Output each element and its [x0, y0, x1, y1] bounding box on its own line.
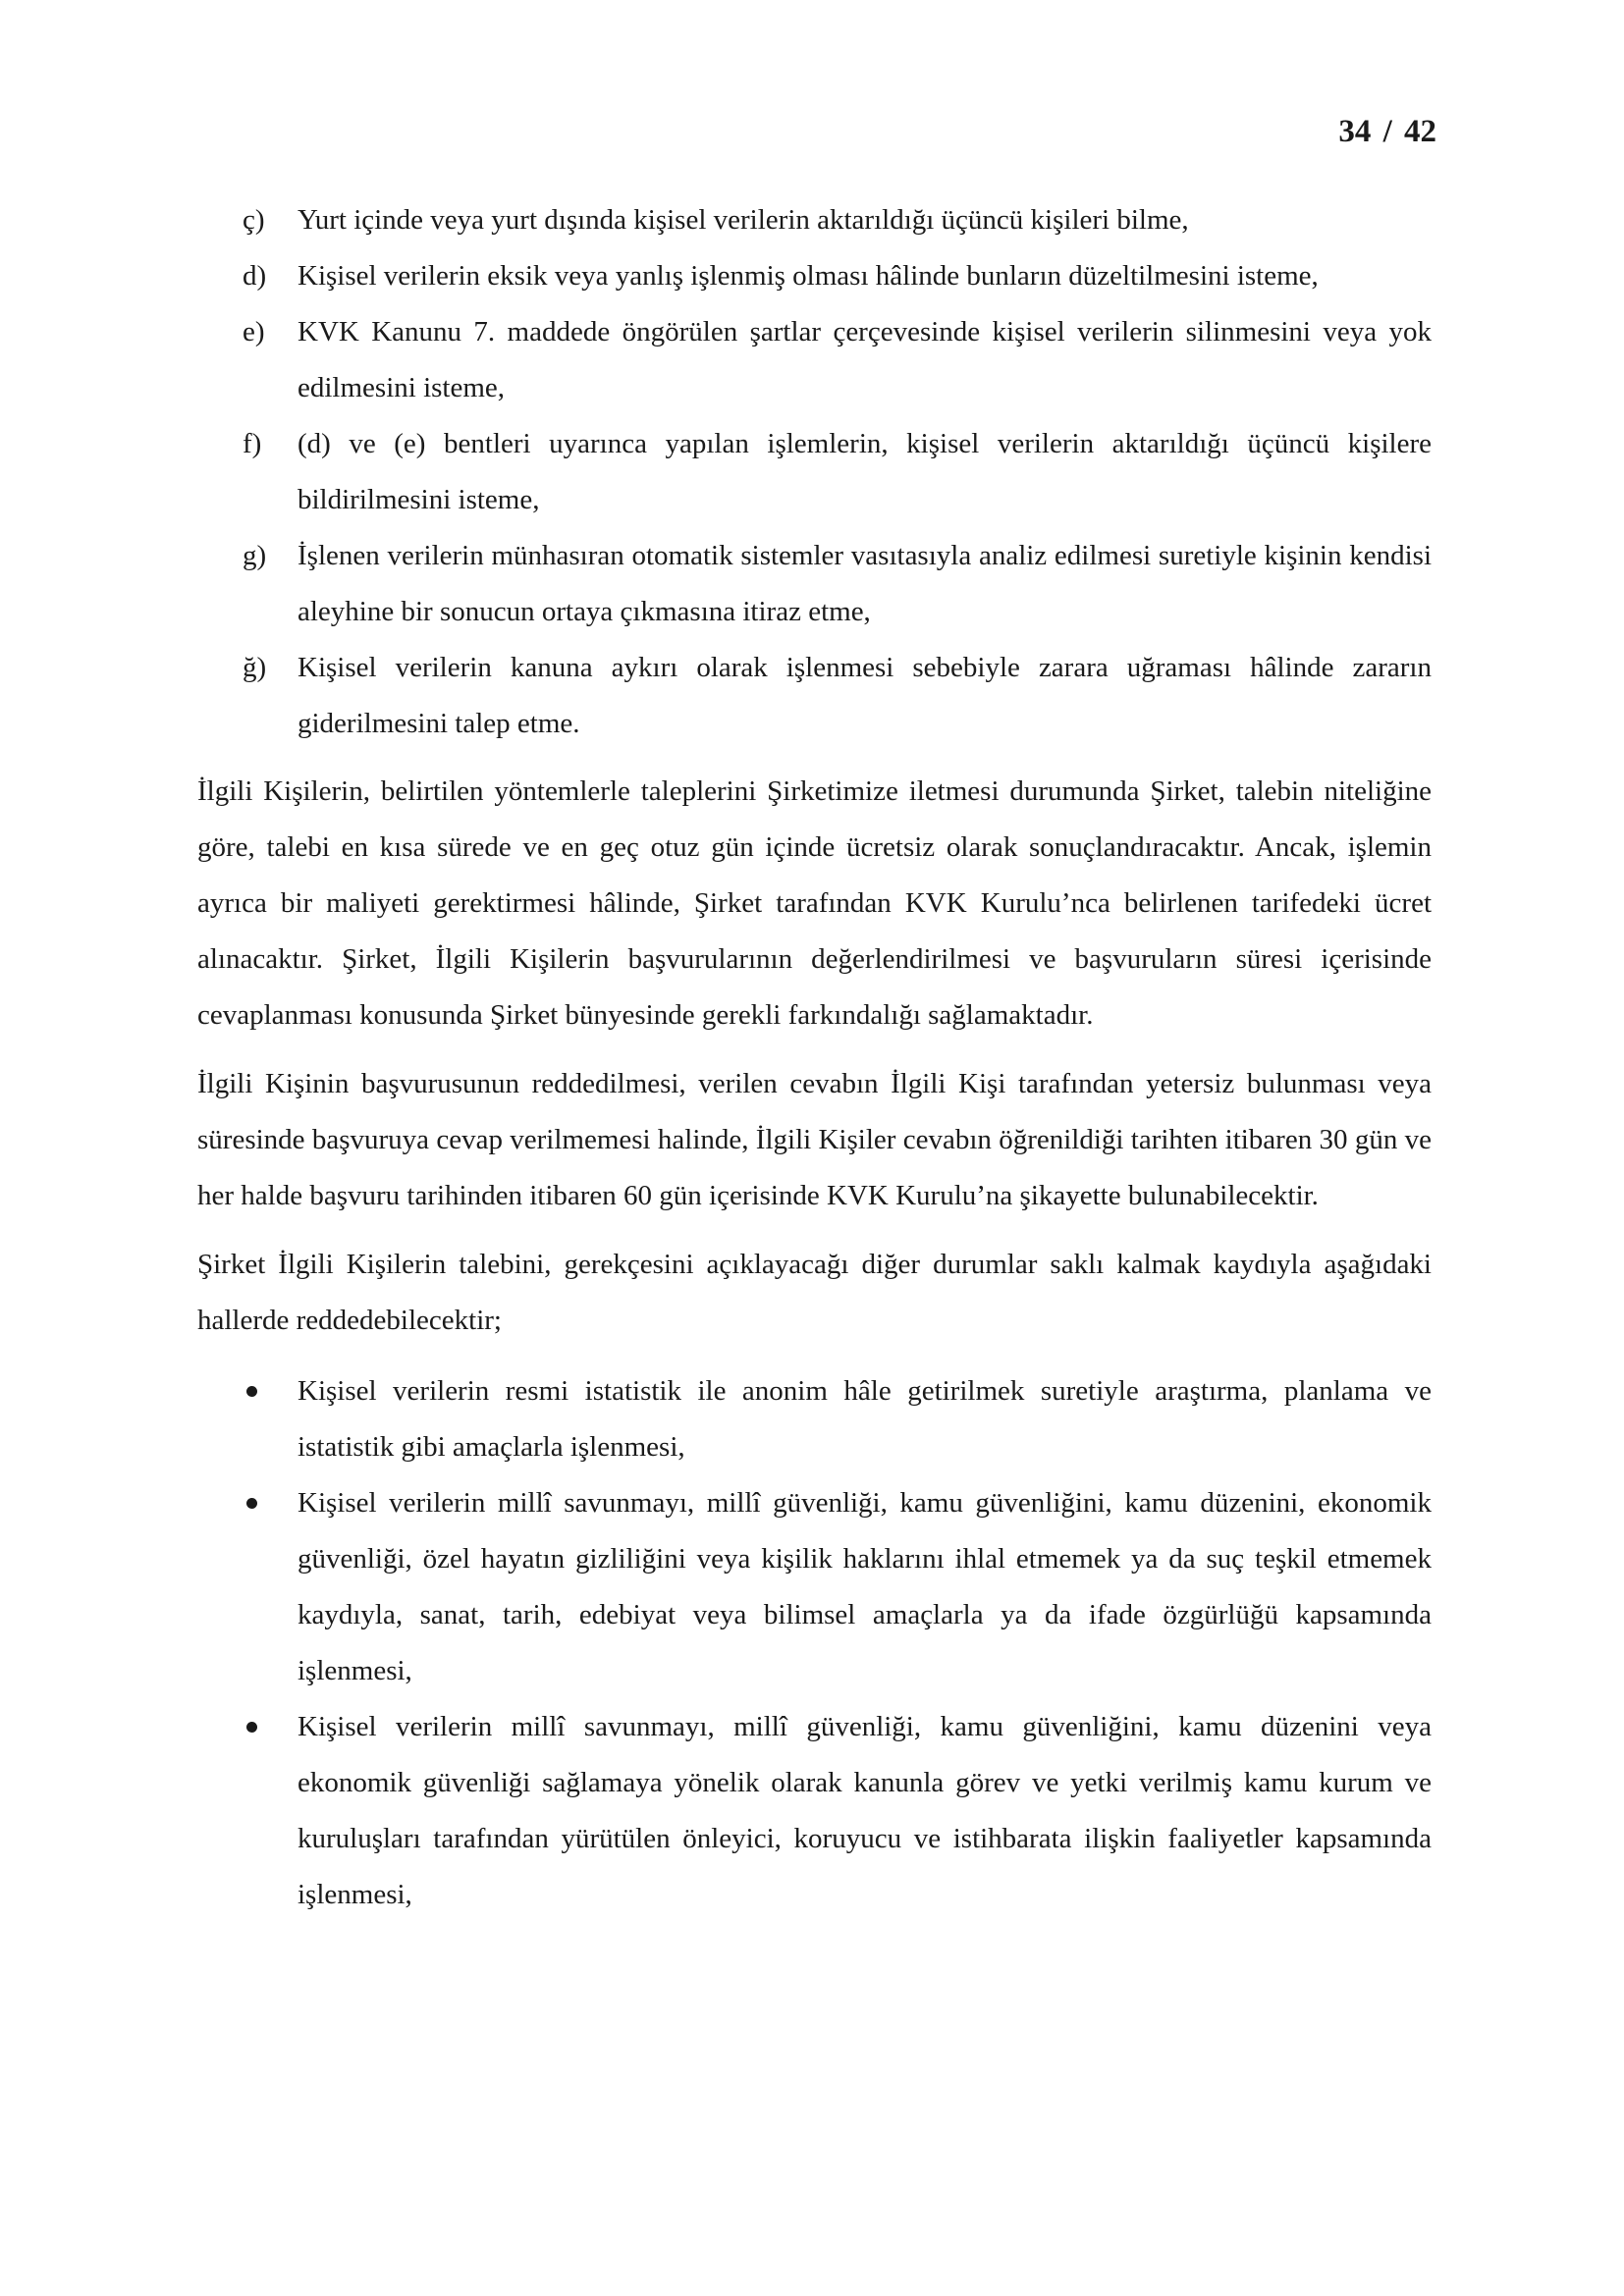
list-item-text: KVK Kanunu 7. maddede öngörülen şartlar çerçevesinde kişisel verilerin silinmesini veya yok edilmesini isteme,: [298, 316, 1432, 403]
list-marker: ğ): [243, 652, 267, 683]
bullet-item: [197, 1699, 1432, 1923]
list-item: [197, 248, 1432, 304]
list-item-text: İşlenen verilerin münhasıran otomatik sistemler vasıtasıyla analiz edilmesi suretiyle kişinin kendisi aleyhine bir sonucun ortaya çıkmasına itiraz etme,: [298, 540, 1432, 627]
list-marker: e): [243, 316, 265, 347]
list-marker: ç): [243, 204, 265, 236]
bullet-item: [197, 1475, 1432, 1699]
list-item-text: Kişisel verilerin eksik veya yanlış işlenmiş olması hâlinde bunların düzeltilmesini isteme,: [298, 260, 1319, 292]
list-item: [197, 640, 1432, 752]
document-body: [197, 192, 1432, 1923]
paragraph-complaint-right: İlgili Kişinin başvurusunun reddedilmesi, verilen cevabın İlgili Kişi tarafından yetersiz bulunması veya süresinde başvuruya cevap verilmemesi halinde, İlgili Kişiler cevabın öğrenildiği tarihten itibaren 30 gün ve her halde başvuru tarihinden itibaren 60 gün içerisinde KVK Kurulu’na şikayette bulunabilecektir.: [197, 1068, 1432, 1211]
list-item: [197, 304, 1432, 416]
list-marker: f): [243, 428, 262, 459]
list-marker: g): [243, 540, 267, 571]
bullet-icon: [246, 1722, 257, 1733]
list-item-text: Kişisel verilerin kanuna aykırı olarak işlenmesi sebebiyle zarara uğraması hâlinde zararın giderilmesini talep etme.: [298, 652, 1432, 739]
bullet-text: Kişisel verilerin millî savunmayı, millî güvenliği, kamu güvenliğini, kamu düzenini, ekonomik güvenliği, özel hayatın gizliliğini veya kişilik haklarını ihlal etmemek ya da suç teşkil etmemek kaydıyla, sanat, tarih, edebiyat veya bilimsel amaçlarla ya da ifade özgürlüğü kapsamında işlenmesi,: [298, 1487, 1432, 1686]
rights-list: [197, 192, 1432, 752]
bullet-item: [197, 1363, 1432, 1475]
bullet-text: Kişisel verilerin resmi istatistik ile anonim hâle getirilmek suretiyle araştırma, planlama ve istatistik gibi amaçlarla işlenmesi,: [298, 1375, 1432, 1463]
list-item-text: (d) ve (e) bentleri uyarınca yapılan işlemlerin, kişisel verilerin aktarıldığı üçüncü kişilere bildirilmesini isteme,: [298, 428, 1432, 515]
list-item-text: Yurt içinde veya yurt dışında kişisel verilerin aktarıldığı üçüncü kişileri bilme,: [298, 204, 1189, 236]
list-item: [197, 416, 1432, 528]
bullet-icon: [246, 1498, 257, 1509]
bullet-icon: [246, 1386, 257, 1397]
paragraph-application-process: İlgili Kişilerin, belirtilen yöntemlerle taleplerini Şirketimize iletmesi durumunda Şirket, talebin niteliğine göre, talebi en kısa sürede ve en geç otuz gün içinde ücretsiz olarak sonuçlandıracaktır. Ancak, işlemin ayrıca bir maliyeti gerektirmesi hâlinde, Şirket tarafından KVK Kurulu’nca belirlenen tarifedeki ücret alınacaktır. Şirket, İlgili Kişilerin başvurularının değerlendirilmesi ve başvuruların süresi içerisinde cevaplanması konusunda Şirket bünyesinde gerekli farkındalığı sağlamaktadır.: [197, 775, 1432, 1031]
page-number: 34 / 42: [1338, 114, 1436, 149]
bullet-text: Kişisel verilerin millî savunmayı, millî güvenliği, kamu güvenliğini, kamu düzenini veya ekonomik güvenliği sağlamaya yönelik olarak kanunla görev ve yetki verilmiş kamu kurum ve kuruluşları tarafından yürütülen önleyici, koruyucu ve istihbarata ilişkin faaliyetler kapsamında işlenmesi,: [298, 1711, 1432, 1910]
paragraph-rejection-cases: Şirket İlgili Kişilerin talebini, gerekçesini açıklayacağı diğer durumlar saklı kalmak kaydıyla aşağıdaki hallerde reddedebilecektir;: [197, 1249, 1432, 1336]
rejection-bullet-list: [197, 1363, 1432, 1923]
list-item: [197, 192, 1432, 248]
list-marker: d): [243, 260, 267, 292]
list-item: [197, 528, 1432, 640]
